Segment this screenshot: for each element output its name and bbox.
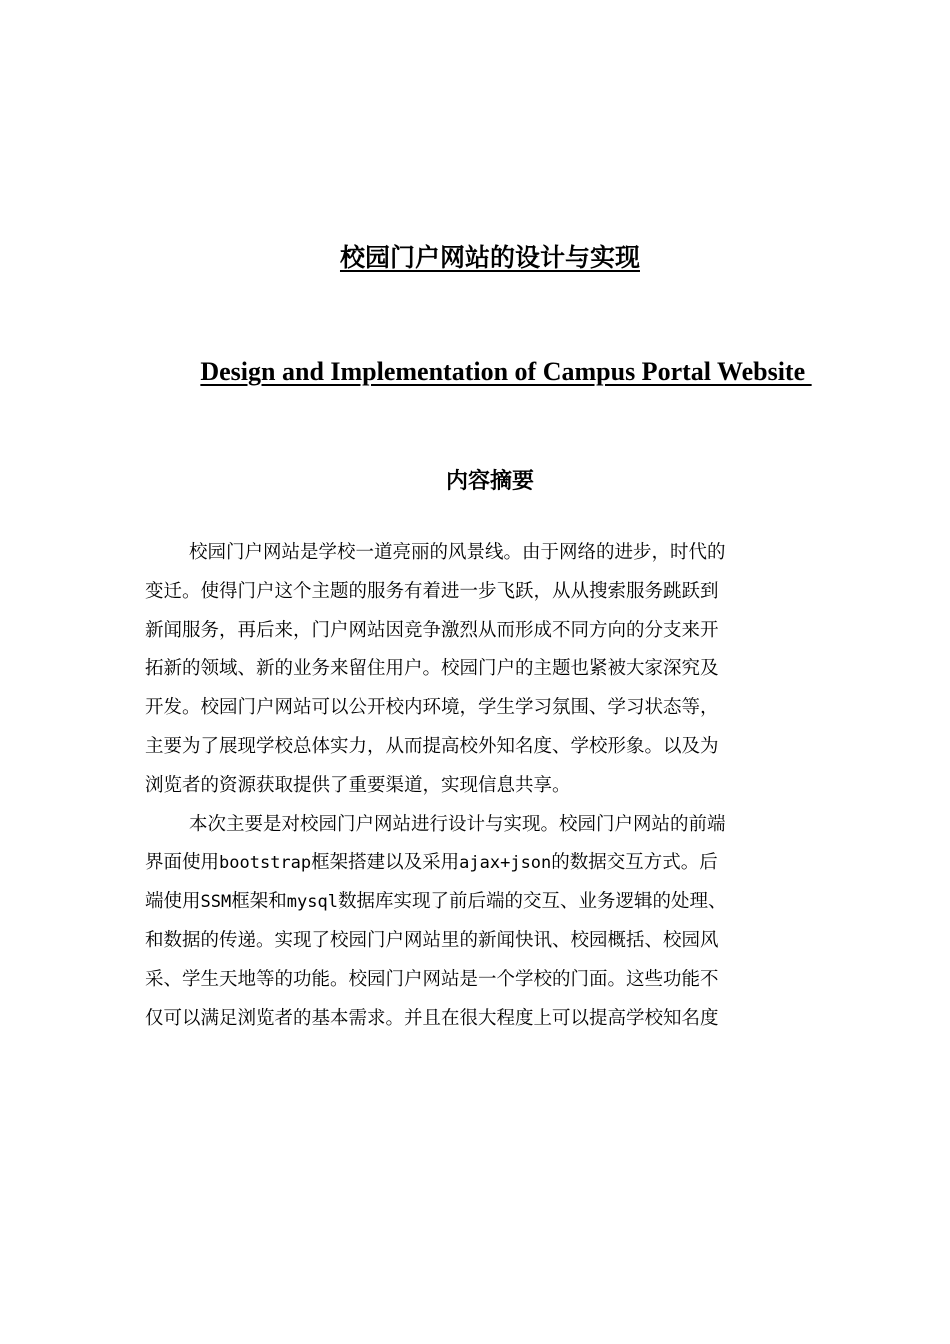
tech-term-ajax-json: ajax+json bbox=[459, 853, 552, 874]
chinese-title-text: 校园门户网站的设计与实现 bbox=[339, 243, 640, 272]
english-title-text: Design and Implementation of Campus Portal Website bbox=[200, 357, 812, 386]
tech-term-ssm: SSM bbox=[200, 892, 232, 913]
tech-term-mysql: mysql bbox=[286, 892, 338, 913]
text-segment: 框架和 bbox=[231, 891, 287, 913]
abstract-heading: 内容摘要 bbox=[445, 469, 534, 494]
tech-term-bootstrap: bootstrap bbox=[219, 853, 312, 874]
text-segment: 界面使用 bbox=[145, 852, 220, 874]
paragraph-1-line-7: 浏览者的资源获取提供了重要渠道，实现信息共享。 bbox=[145, 774, 571, 796]
paragraph-2-line-2 bbox=[145, 844, 865, 883]
paragraph-2-line-3 bbox=[145, 883, 865, 922]
paragraph-2-line-4: 和数据的传递。实现了校园门户网站里的新闻快讯、校园概括、校园风 bbox=[145, 929, 719, 951]
text-segment: 框架搭建以及采用 bbox=[311, 852, 460, 874]
text-segment: 端使用 bbox=[145, 891, 201, 913]
paragraph-1-line-1: 校园门户网站是学校一道亮丽的风景线。由于网络的进步，时代的 bbox=[189, 542, 726, 563]
paragraph-1-line-2: 变迁。使得门户这个主题的服务有着进一步飞跃，从从搜索服务跳跃到 bbox=[145, 580, 719, 602]
paragraph-1-line-5: 开发。校园门户网站可以公开校内环境，学生学习氛围、学习状态等， bbox=[145, 697, 719, 719]
paragraph-2-line-1: 本次主要是对校园门户网站进行设计与实现。校园门户网站的前端 bbox=[189, 813, 726, 835]
text-segment: 的数据交互方式。后 bbox=[551, 852, 718, 874]
paragraph-1-line-4: 拓新的领域、新的业务来留住用户。校园门户的主题也紧被大家深究及 bbox=[145, 658, 719, 680]
chinese-title bbox=[0, 238, 950, 278]
paragraph-1-line-6: 主要为了展现学校总体实力，从而提高校外知名度、学校形象。以及为 bbox=[145, 735, 719, 757]
paragraph-2-line-5: 采、学生天地等的功能。校园门户网站是一个学校的门面。这些功能不 bbox=[145, 968, 719, 990]
paragraph-1-line-3: 新闻服务，再后来，门户网站因竞争激烈从而形成不同方向的分支来开 bbox=[145, 619, 719, 641]
english-title bbox=[0, 312, 950, 432]
text-segment: 数据库实现了前后端的交互、业务逻辑的处理、 bbox=[337, 891, 727, 913]
paragraph-2-line-6: 仅可以满足浏览者的基本需求。并且在很大程度上可以提高学校知名度 bbox=[145, 1007, 719, 1029]
abstract-body bbox=[145, 534, 865, 1038]
